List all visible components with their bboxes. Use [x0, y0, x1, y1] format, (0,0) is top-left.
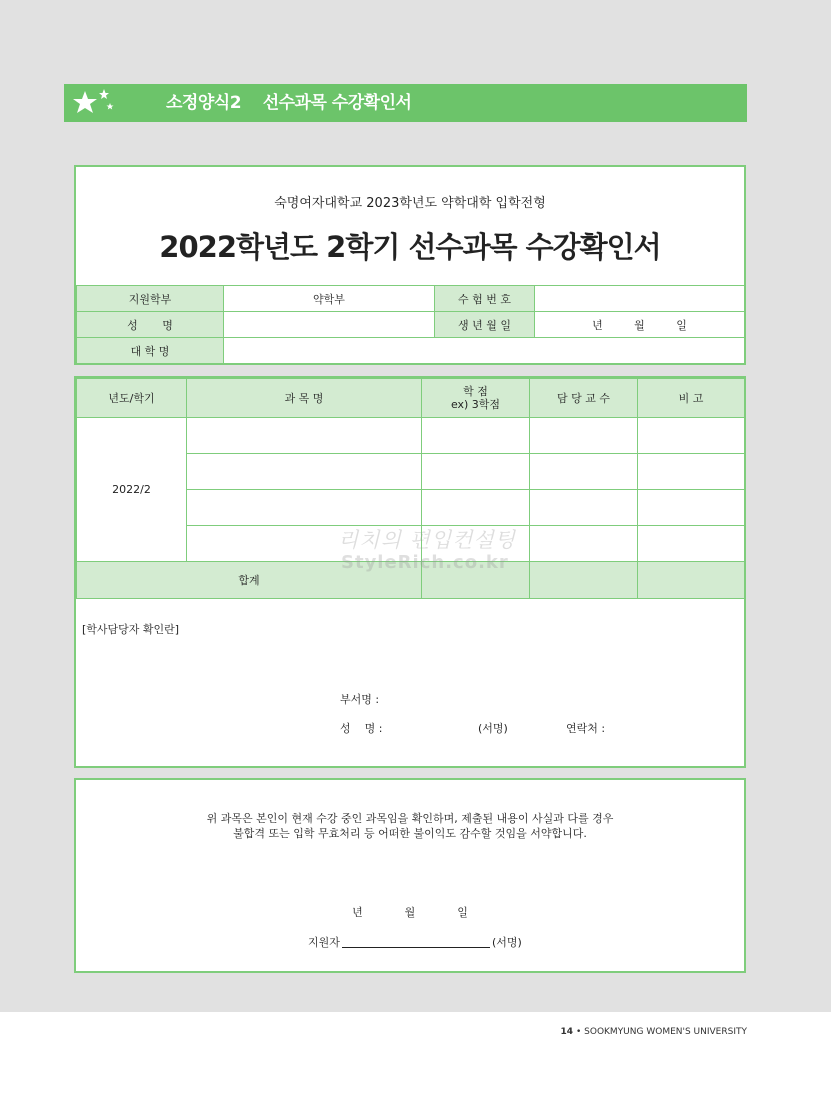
banner-title: 소정양식2 선수과목 수강확인서: [166, 93, 412, 113]
credit-header: [422, 379, 530, 418]
subject-cell[interactable]: [187, 418, 422, 454]
form-title: 2022학년도 2학기 선수과목 수강확인서: [159, 230, 661, 264]
applicant-info-table: [76, 285, 745, 364]
total-professor-cell: [530, 562, 638, 599]
confirm-label: [학사담당자 확인란]: [82, 623, 180, 636]
pledge-date[interactable]: 년 월 일: [352, 906, 468, 919]
subject-header: 과 목 명: [187, 379, 422, 418]
dept-name-label: 부서명 :: [340, 693, 380, 706]
credit-header-line2: ex) 3학점: [450, 398, 501, 411]
total-label: 합계: [77, 562, 422, 599]
footer-bullet: •: [575, 1027, 582, 1037]
footer-university: SOOKMYUNG WOMEN'S UNIVERSITY: [584, 1027, 747, 1037]
dept-value[interactable]: 약학부: [224, 286, 435, 312]
pledge-box: [74, 778, 746, 973]
exam-no-field[interactable]: [535, 286, 745, 312]
star-icon: [72, 90, 98, 116]
table-row: [77, 418, 745, 454]
applicant-signature-line[interactable]: [342, 947, 490, 948]
applicant-info-box: [74, 165, 746, 365]
pledge-line1: 위 과목은 본인이 현재 수강 중인 과목임을 확인하며, 제출된 내용이 사실과 다를 경우: [206, 812, 614, 825]
note-cell[interactable]: [638, 490, 745, 526]
pledge-line2: 불합격 또는 입학 무효처리 등 어떠한 불이익도 감수할 것임을 서약합니다.: [233, 827, 587, 840]
name-field[interactable]: [224, 312, 435, 338]
contact-label: 연락처 :: [566, 722, 606, 735]
professor-cell[interactable]: [530, 454, 638, 490]
sign-label: (서명): [478, 722, 508, 735]
page-number: 14: [560, 1027, 574, 1037]
watermark-url: StyleRich.co.kr: [341, 552, 509, 573]
professor-cell[interactable]: [530, 526, 638, 562]
subject-cell[interactable]: [187, 490, 422, 526]
term-header: 년도/학기: [77, 379, 187, 418]
section-banner: [64, 84, 747, 122]
credit-cell[interactable]: [422, 490, 530, 526]
univ-label: 대 학 명: [77, 338, 224, 364]
exam-no-label: 수 험 번 호: [435, 286, 535, 312]
note-cell[interactable]: [638, 526, 745, 562]
watermark-korean: 리치의 편입컨설팅: [338, 528, 516, 552]
credit-cell[interactable]: [422, 418, 530, 454]
univ-field[interactable]: [224, 338, 745, 364]
applicant-sign-label: (서명): [492, 936, 522, 949]
professor-cell[interactable]: [530, 418, 638, 454]
birth-label: 생 년 월 일: [435, 312, 535, 338]
credit-cell[interactable]: [422, 454, 530, 490]
term-value[interactable]: 2022/2: [77, 418, 187, 562]
person-name-label: 성 명 :: [340, 722, 383, 735]
note-header: 비 고: [638, 379, 745, 418]
applicant-label: 지원자: [308, 936, 340, 949]
professor-cell[interactable]: [530, 490, 638, 526]
name-label: 성 명: [77, 312, 224, 338]
credit-header-line1: 학 점: [463, 385, 488, 398]
total-note-cell: [638, 562, 745, 599]
note-cell[interactable]: [638, 418, 745, 454]
dept-label: 지원학부: [77, 286, 224, 312]
sparkle-icon: [98, 88, 114, 114]
professor-header: 담 당 교 수: [530, 379, 638, 418]
page-footer: [561, 1027, 747, 1037]
birth-field[interactable]: 년 월 일: [535, 312, 745, 338]
form-subtitle: 숙명여자대학교 2023학년도 약학대학 입학전형: [274, 196, 546, 211]
subject-cell[interactable]: [187, 454, 422, 490]
note-cell[interactable]: [638, 454, 745, 490]
